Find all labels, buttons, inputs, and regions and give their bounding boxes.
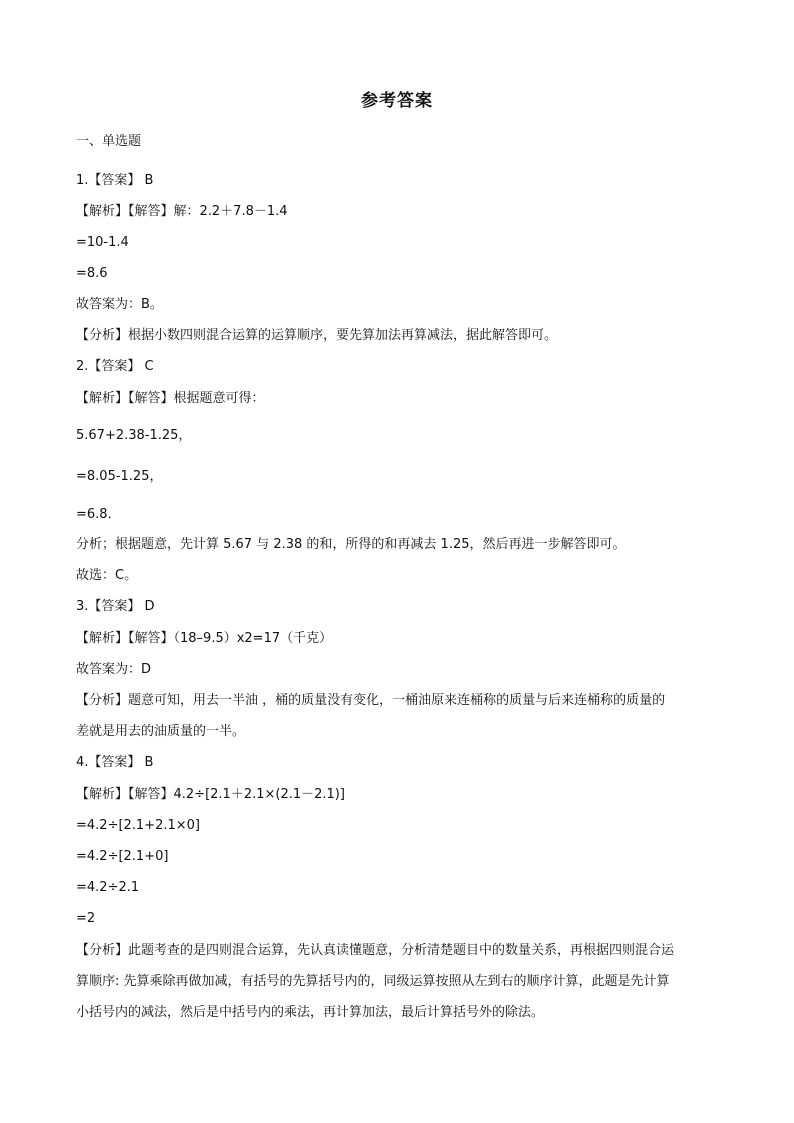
q1-step-line: =10-1.4 xyxy=(76,235,129,250)
q4-analysis-line: 【分析】此题考查的是四则混合运算，先认真读懂题意，分析清楚题目中的数量关系，再根据四则混合运 xyxy=(76,943,675,958)
page-title: 参考答案 xyxy=(361,91,433,111)
q1-answer: 1.【答案】 B xyxy=(76,173,154,188)
q4-step-line: =4.2÷2.1 xyxy=(76,880,140,895)
q4-solution-line: 【解析】【解答】4.2÷[2.1＋2.1×(2.1－2.1)] xyxy=(76,787,345,802)
q2-solution-line: 【解析】【解答】根据题意可得： xyxy=(76,391,265,406)
section-heading: 一、单选题 xyxy=(76,134,142,149)
q1-step-line: =8.6 xyxy=(76,266,108,281)
q4-step-line: =4.2÷[2.1+0] xyxy=(76,849,169,864)
q4-answer: 4.【答案】 B xyxy=(76,755,154,770)
q2-step-line: =8.05-1.25， xyxy=(76,469,163,484)
q4-step-line: =4.2÷[2.1+2.1×0] xyxy=(76,818,201,833)
q1-conclusion: 故答案为：B。 xyxy=(76,297,163,312)
q4-analysis-line: 小括号内的减法，然后是中括号内的乘法，再计算加法，最后计算括号外的除法。 xyxy=(76,1005,545,1020)
q3-analysis-line: 【分析】题意可知，用去一半油 ，桶的质量没有变化，一桶油原来连桶称的质量与后来连桶称的质量的 xyxy=(76,693,666,708)
q4-step-line: =2 xyxy=(76,911,96,926)
q2-step-line: 5.67+2.38-1.25， xyxy=(76,428,192,443)
q3-answer: 3.【答案】 D xyxy=(76,599,155,614)
q3-conclusion: 故答案为：D xyxy=(76,662,152,677)
q2-conclusion: 故选：C。 xyxy=(76,568,138,583)
q3-analysis-line: 差就是用去的油质量的一半。 xyxy=(76,724,246,739)
q2-analysis: 分析；根据题意，先计算 5.67 与 2.38 的和，所得的和再减去 1.25，然后再进一步解答即可。 xyxy=(76,537,626,552)
q1-solution-line: 【解析】【解答】解：2.2＋7.8－1.4 xyxy=(76,204,288,219)
q4-analysis-line: 算顺序: 先算乘除再做加减，有括号的先算括号内的，同级运算按照从左到右的顺序计算，此题是先计算 xyxy=(76,974,670,989)
q2-answer: 2.【答案】 C xyxy=(76,359,154,374)
q1-analysis: 【分析】根据小数四则混合运算的运算顺序，要先算加法再算减法，据此解答即可。 xyxy=(76,328,558,343)
q3-solution-line: 【解析】【解答】（18–9.5）x2=17（千克） xyxy=(76,631,333,646)
q2-step-line: =6.8． xyxy=(76,507,121,522)
